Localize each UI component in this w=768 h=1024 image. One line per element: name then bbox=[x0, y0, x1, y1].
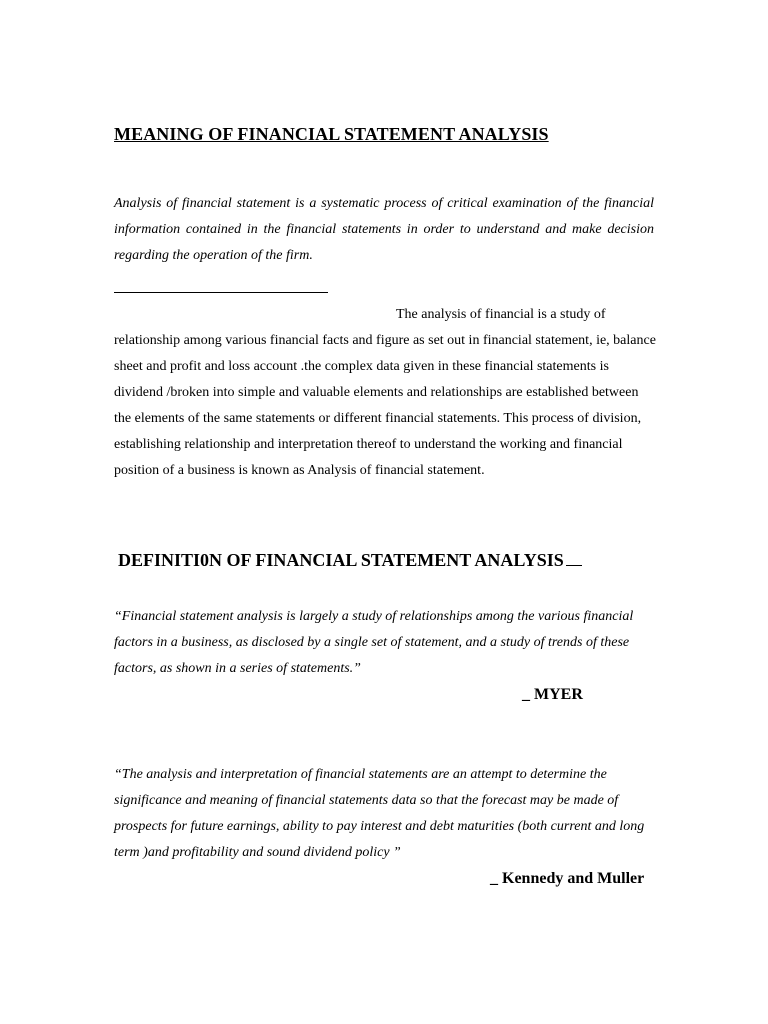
heading-trailing-underline bbox=[566, 564, 582, 566]
analysis-paragraph-text: The analysis of financial is a study of relationship among various financial facts and figure as set out in financial statement, ie, balance sheet and profit and loss account .the complex data given in these financial statements is dividend /broken into simple and valuable elements and relationships are established between the elements of the same statements or different financial statements. This process of division, establishing relationship and interpretation thereof to understand the working and financial position of a business is known as Analysis of financial statement. bbox=[114, 307, 656, 478]
author-myer: _ MYER bbox=[522, 686, 583, 703]
heading-meaning: MEANING OF FINANCIAL STATEMENT ANALYSIS bbox=[114, 124, 549, 144]
heading-definition-text: DEFINITI0N OF FINANCIAL STATEMENT ANALYSIS bbox=[118, 550, 564, 570]
analysis-paragraph bbox=[114, 302, 659, 484]
quote-kennedy-muller: “The analysis and interpretation of financial statements are an attempt to determine the significance and meaning of financial statements data so that the forecast may be made of prospects for future earnings, ability to pay interest and debt maturities (both current and long term )and profitability and sound dividend policy ” bbox=[114, 767, 645, 860]
heading-definition bbox=[118, 550, 658, 571]
intro-paragraph: Analysis of financial statement is a systematic process of critical examination of the financial information contained in the financial statements in order to understand and make decision regarding the operation of the firm. bbox=[114, 196, 654, 263]
author-kennedy-muller: _ Kennedy and Muller bbox=[490, 870, 645, 887]
quote-myer: “Financial statement analysis is largely a study of relationships among the various financial factors in a business, as disclosed by a single set of statement, and a study of trends of these factors, as shown in a series of statements.” bbox=[114, 609, 634, 676]
horizontal-rule bbox=[114, 292, 328, 293]
